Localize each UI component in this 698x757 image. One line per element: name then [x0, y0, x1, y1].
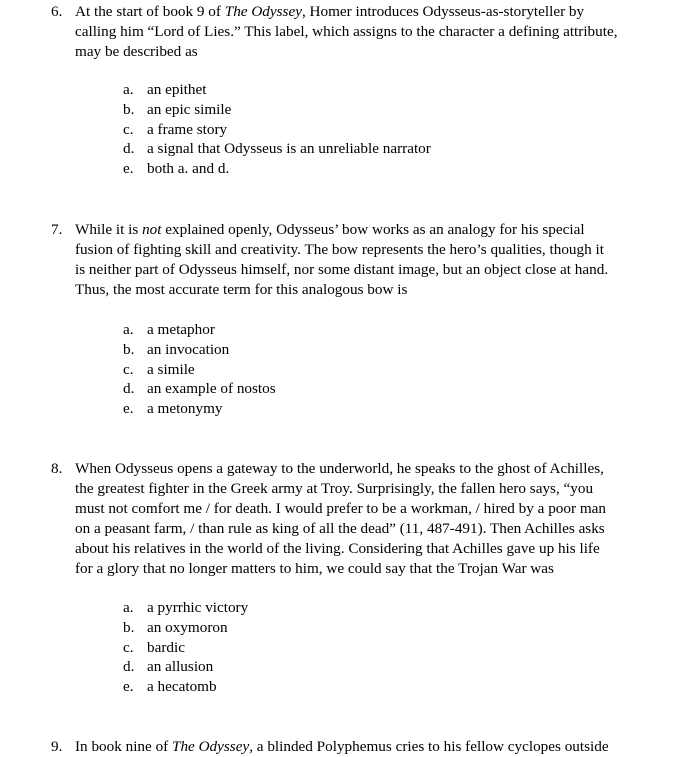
- answer-option: [0, 80, 698, 100]
- question-text-line: [75, 260, 665, 280]
- answer-option: [0, 618, 698, 638]
- question-text-segment: fusion of fighting skill and creativity. The bow represents the hero’s qualities, though it: [75, 241, 604, 258]
- answer-option: [0, 320, 698, 340]
- option-text: an epic simile: [147, 100, 232, 118]
- answer-option: [0, 120, 698, 140]
- question-text-line: [75, 42, 665, 62]
- option-letter: c.: [123, 360, 134, 378]
- question-text: [75, 737, 665, 757]
- question-text-line: [75, 559, 665, 579]
- option-text: an epithet: [147, 81, 207, 98]
- italic-title-text: The Odyssey: [224, 3, 302, 20]
- option-text: a metaphor: [147, 321, 215, 338]
- question-text-segment: explained openly, Odysseus’ bow works as an analogy for his special: [161, 221, 585, 238]
- question-text-segment: the greatest fighter in the Greek army at Troy. Surprisingly, the fallen hero says, “you: [75, 480, 594, 497]
- question-text-line: [75, 240, 665, 260]
- question-text-segment: , Homer introduces Odysseus-as-storyteller by: [301, 3, 585, 20]
- option-text: a frame story: [147, 120, 228, 138]
- question-number: 8.: [51, 460, 63, 477]
- option-text: a signal that Odysseus is an unreliable narrator: [147, 140, 431, 158]
- answer-option: [0, 379, 698, 399]
- option-text: an invocation: [147, 340, 230, 358]
- question-text-line: [75, 479, 665, 499]
- option-letter: e.: [123, 678, 134, 696]
- question-text-segment: about his relatives in the world of the living. Considering that Achilles gave up his life: [75, 540, 600, 557]
- answer-option: [0, 657, 698, 677]
- option-text: a simile: [147, 360, 195, 378]
- answer-option: [0, 340, 698, 360]
- answer-option: [0, 360, 698, 380]
- question-text-line: [75, 22, 665, 42]
- question-text-line: [75, 220, 665, 240]
- answer-option: [0, 598, 698, 618]
- option-letter: d.: [123, 658, 135, 676]
- question-text-segment: At the start of book 9 of: [75, 3, 225, 20]
- question-text-segment: While it is: [75, 221, 143, 238]
- answer-option: [0, 638, 698, 658]
- italic-title-text: not: [142, 221, 162, 238]
- answer-option: [0, 139, 698, 159]
- question-text-line: [75, 280, 665, 300]
- option-letter: c.: [123, 120, 134, 138]
- option-letter: b.: [123, 100, 135, 118]
- question-text-segment: , a blinded Polyphemus cries to his fellow cyclopes outside: [249, 738, 609, 755]
- option-letter: b.: [123, 618, 135, 636]
- question-text-segment: In book nine of: [75, 738, 173, 755]
- option-letter: c.: [123, 638, 134, 656]
- question-number: 7.: [51, 221, 63, 238]
- option-text: an example of nostos: [147, 380, 276, 398]
- option-text: both a. and d.: [147, 160, 230, 178]
- question-text-line: [75, 499, 665, 519]
- question-text-line: [75, 2, 665, 22]
- option-text: bardic: [147, 638, 185, 656]
- option-letter: d.: [123, 380, 135, 398]
- question-text-segment: must not comfort me / for death. I would prefer to be a workman, / hired by a poor man: [75, 500, 606, 517]
- answer-option: [0, 100, 698, 120]
- option-letter: e.: [123, 160, 134, 178]
- option-text: a metonymy: [147, 400, 223, 418]
- answer-option: [0, 399, 698, 419]
- option-text: a hecatomb: [147, 678, 217, 696]
- option-letter: b.: [123, 340, 135, 358]
- question-number: 9.: [51, 738, 63, 755]
- question-text-segment: When Odysseus opens a gateway to the underworld, he speaks to the ghost of Achilles,: [75, 460, 604, 477]
- question-text-line: [75, 737, 665, 757]
- answer-option: [0, 159, 698, 179]
- option-letter: a.: [123, 599, 134, 616]
- question-text-line: [75, 459, 665, 479]
- question-text-line: [75, 519, 665, 539]
- question-text-segment: is neither part of Odysseus himself, nor some distant image, but an object close at hand.: [75, 261, 609, 278]
- answer-option: [0, 677, 698, 697]
- question-text-segment: on a peasant farm, / than rule as king of all the dead” (11, 487-491). Then Achilles asks: [75, 520, 605, 537]
- question-text-segment: may be described as: [75, 43, 198, 60]
- option-text: an allusion: [147, 658, 214, 676]
- question-text: [75, 220, 665, 300]
- question-text-segment: Thus, the most accurate term for this analogous bow is: [75, 281, 408, 298]
- question-text-segment: for a glory that no longer matters to him, we could say that the Trojan War was: [75, 560, 554, 577]
- option-text: an oxymoron: [147, 618, 228, 636]
- option-text: a pyrrhic victory: [147, 599, 249, 616]
- italic-title-text: The Odyssey: [172, 738, 250, 755]
- option-letter: a.: [123, 321, 134, 338]
- question-text-line: [75, 539, 665, 559]
- option-letter: a.: [123, 81, 134, 98]
- question-text: [75, 2, 665, 62]
- option-letter: e.: [123, 400, 134, 418]
- question-text: [75, 459, 665, 579]
- option-letter: d.: [123, 140, 135, 158]
- question-number: 6.: [51, 3, 63, 20]
- question-text-segment: calling him “Lord of Lies.” This label, which assigns to the character a defining attribute,: [75, 23, 618, 40]
